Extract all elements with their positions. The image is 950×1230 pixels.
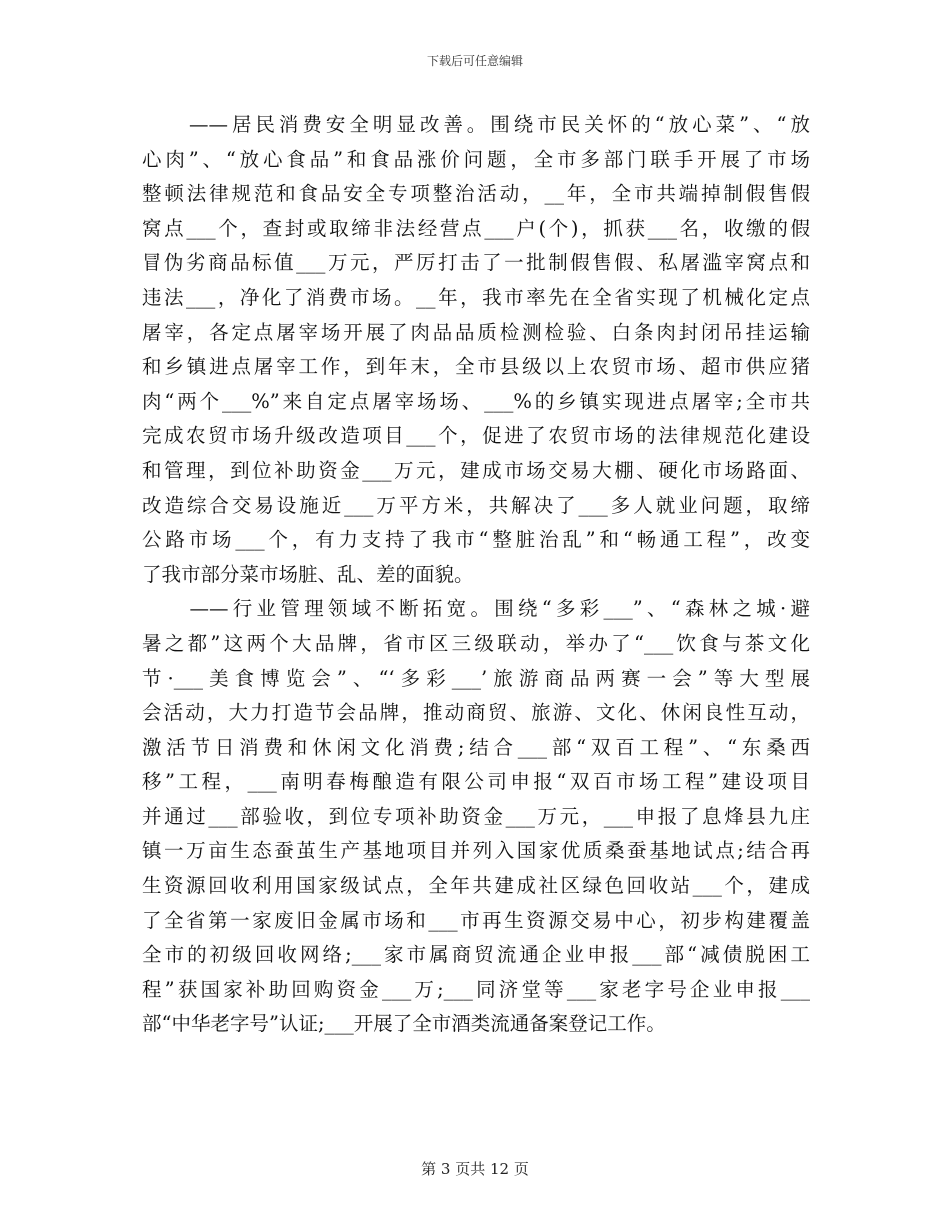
page-number-footer: 第 3 页共 12 页 bbox=[421, 1160, 529, 1178]
text-line: 会活动，大力打造节会品牌，推动商贸、旅游、文化、休闲良性互动， bbox=[142, 701, 810, 725]
text-line: 程”获国家补助回购资金___万;___同济堂等___家老字号企业申报___ bbox=[142, 977, 810, 1001]
document-body bbox=[142, 108, 810, 1042]
paragraph-consumer-safety bbox=[142, 108, 810, 592]
text-line: 镇一万亩生态蚕茧生产基地项目并列入国家优质桑蚕基地试点;结合再 bbox=[142, 839, 810, 863]
text-line: 部“中华老字号”认证;___开展了全市酒类流通备案登记工作。 bbox=[142, 1012, 666, 1036]
paragraph-industry-management bbox=[142, 592, 810, 1042]
text-line: 节·___美食博览会”、“‘多彩___’旅游商品两赛一会”等大型展 bbox=[142, 666, 810, 690]
text-line: 冒伪劣商品标值___万元，严厉打击了一批制假售假、私屠滥宰窝点和 bbox=[142, 251, 810, 275]
text-line: 完成农贸市场升级改造项目___个，促进了农贸市场的法律规范化建设 bbox=[142, 424, 810, 448]
text-line: ——居民消费安全明显改善。围绕市民关怀的“放心菜”、“放 bbox=[142, 113, 810, 136]
text-line: ——行业管理领域不断拓宽。围绕“多彩___”、“森林之城·避 bbox=[142, 597, 810, 621]
text-line: 激活节日消费和休闲文化消费;结合___部“双百工程”、“东桑西 bbox=[142, 735, 810, 759]
text-line: 屠宰，各定点屠宰场开展了肉品品质检测检验、白条肉封闭吊挂运输 bbox=[142, 320, 810, 344]
text-line: 暑之都”这两个大品牌，省市区三级联动，举办了“___饮食与茶文化 bbox=[142, 631, 810, 655]
text-line: 了全省第一家废旧金属市场和___市再生资源交易中心，初步构建覆盖 bbox=[142, 908, 810, 932]
text-line: 移”工程，___南明春梅酿造有限公司申报“双百市场工程”建设项目 bbox=[142, 770, 810, 794]
page-header: 下载后可任意编辑 bbox=[426, 54, 523, 68]
text-line: 公路市场___个，有力支持了我市“整脏治乱”和“畅通工程”，改变 bbox=[142, 528, 810, 552]
text-line: 并通过___部验收，到位专项补助资金___万元，___申报了息烽县九庄 bbox=[142, 804, 810, 828]
text-line: 了我市部分菜市场脏、乱、差的面貌。 bbox=[142, 562, 474, 586]
text-line: 违法___，净化了消费市场。__年，我市率先在全省实现了机械化定点 bbox=[142, 285, 810, 309]
text-line: 肉“两个___%”来自定点屠宰场场、___%的乡镇实现进点屠宰;全市共 bbox=[142, 389, 810, 413]
text-line: 和管理，到位补助资金___万元，建成市场交易大棚、硬化市场路面、 bbox=[142, 458, 810, 482]
text-line: 整顿法律规范和食品安全专项整治活动，__年，全市共端掉制假售假 bbox=[142, 182, 810, 206]
text-line: 窝点___个，查封或取缔非法经营点___户(个)，抓获___名，收缴的假 bbox=[142, 216, 810, 240]
text-line: 全市的初级回收网络;___家市属商贸流通企业申报___部“减债脱困工 bbox=[142, 943, 810, 967]
text-line: 生资源回收利用国家级试点，全年共建成社区绿色回收站___个，建成 bbox=[142, 874, 810, 898]
text-line: 改造综合交易设施近___万平方米，共解决了___多人就业问题，取缔 bbox=[142, 493, 810, 517]
text-line: 和乡镇进点屠宰工作，到年末，全市县级以上农贸市场、超市供应猪 bbox=[142, 355, 810, 379]
text-line: 心肉”、“放心食品”和食品涨价问题，全市多部门联手开展了市场 bbox=[142, 147, 810, 171]
